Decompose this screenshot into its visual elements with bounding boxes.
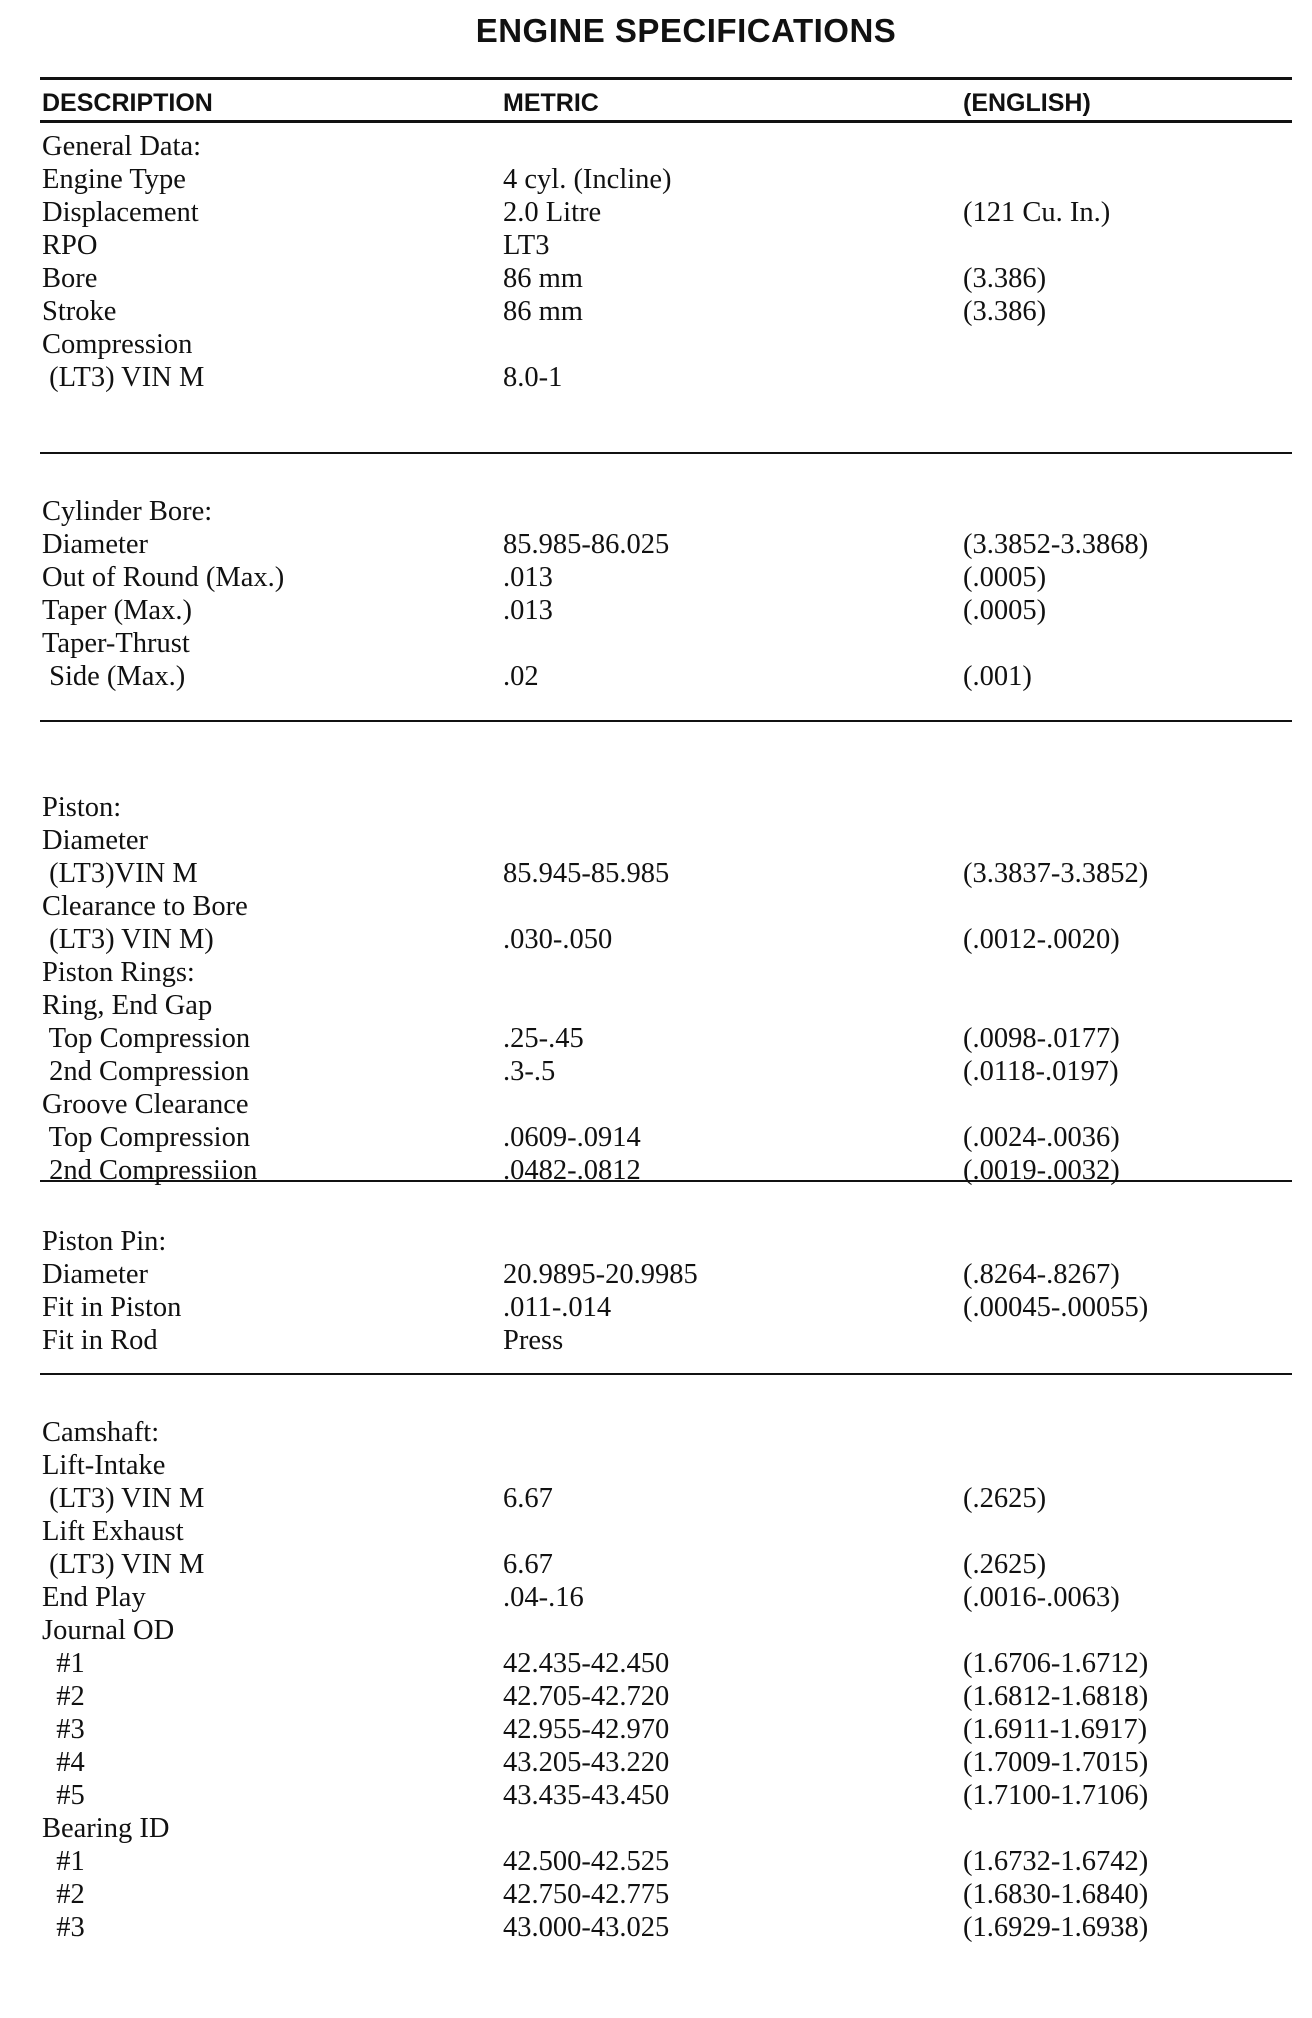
spec-description: Diameter bbox=[42, 825, 149, 856]
table-row bbox=[40, 989, 1292, 1022]
spec-english: (.2625) bbox=[963, 1549, 1047, 1580]
spec-metric: 8.0-1 bbox=[503, 362, 563, 393]
spec-description: #5 bbox=[42, 1780, 85, 1811]
spec-description: Ring, End Gap bbox=[42, 990, 213, 1021]
spec-description: (LT3) VIN M bbox=[42, 362, 205, 393]
header-description: DESCRIPTION bbox=[42, 89, 213, 117]
spec-description: #3 bbox=[42, 1912, 85, 1943]
table-row bbox=[40, 495, 1292, 528]
table-row bbox=[40, 229, 1292, 262]
spec-metric: 42.705-42.720 bbox=[503, 1681, 670, 1712]
spec-description: Diameter bbox=[42, 529, 149, 560]
spec-description: #4 bbox=[42, 1747, 85, 1778]
table-row bbox=[40, 791, 1292, 824]
table-row bbox=[40, 1746, 1292, 1779]
table-row bbox=[40, 1055, 1292, 1088]
table-row bbox=[40, 1022, 1292, 1055]
table-row bbox=[40, 1647, 1292, 1680]
table-row bbox=[40, 1680, 1292, 1713]
table-row bbox=[40, 857, 1292, 890]
spec-metric: 6.67 bbox=[503, 1483, 553, 1514]
table-row bbox=[40, 1779, 1292, 1812]
spec-description: End Play bbox=[42, 1582, 146, 1613]
spec-metric: .25-.45 bbox=[503, 1023, 584, 1054]
spec-english: (1.6732-1.6742) bbox=[963, 1846, 1149, 1877]
spec-english: (1.7100-1.7106) bbox=[963, 1780, 1149, 1811]
table-row bbox=[40, 923, 1292, 956]
spec-description: #1 bbox=[42, 1648, 85, 1679]
spec-metric: LT3 bbox=[503, 230, 550, 261]
table-row bbox=[40, 361, 1292, 394]
header-metric: METRIC bbox=[503, 89, 599, 117]
spec-metric: 20.9895-20.9985 bbox=[503, 1259, 698, 1290]
table-row bbox=[40, 1482, 1292, 1515]
table-row bbox=[40, 1154, 1292, 1187]
section-cylinder-bore bbox=[40, 495, 1292, 722]
spec-description: #3 bbox=[42, 1714, 85, 1745]
spec-english: (1.6812-1.6818) bbox=[963, 1681, 1149, 1712]
spec-metric: 6.67 bbox=[503, 1549, 553, 1580]
spec-description: #2 bbox=[42, 1879, 85, 1910]
spec-english: (.0016-.0063) bbox=[963, 1582, 1120, 1613]
spec-description: (LT3) VIN M bbox=[42, 1549, 205, 1580]
table-row bbox=[40, 956, 1292, 989]
table-row bbox=[40, 1581, 1292, 1614]
table-row bbox=[40, 163, 1292, 196]
spec-description: Displacement bbox=[42, 197, 199, 228]
spec-metric: .030-.050 bbox=[503, 924, 613, 955]
spec-english: (.001) bbox=[963, 661, 1032, 692]
table-row bbox=[40, 1878, 1292, 1911]
spec-description: Journal OD bbox=[42, 1615, 175, 1646]
table-row bbox=[40, 1258, 1292, 1291]
spec-description: Piston Rings: bbox=[42, 957, 195, 988]
spec-metric: 85.985-86.025 bbox=[503, 529, 670, 560]
table-row bbox=[40, 528, 1292, 561]
spec-description: Camshaft: bbox=[42, 1417, 160, 1448]
spec-description: Bore bbox=[42, 263, 98, 294]
spec-metric: 4 cyl. (Incline) bbox=[503, 164, 672, 195]
spec-description: Taper (Max.) bbox=[42, 595, 192, 626]
spec-english: (3.3852-3.3868) bbox=[963, 529, 1149, 560]
table-row bbox=[40, 824, 1292, 857]
spec-description: Fit in Piston bbox=[42, 1292, 182, 1323]
spec-description: Piston: bbox=[42, 792, 122, 823]
table-row bbox=[40, 1449, 1292, 1482]
table-row bbox=[40, 1088, 1292, 1121]
spec-description: Lift Exhaust bbox=[42, 1516, 184, 1547]
spec-english: (3.386) bbox=[963, 263, 1047, 294]
spec-english: (.2625) bbox=[963, 1483, 1047, 1514]
spec-description: Bearing ID bbox=[42, 1813, 170, 1844]
table-row bbox=[40, 1515, 1292, 1548]
spec-description: Clearance to Bore bbox=[42, 891, 248, 922]
section-piston-pin bbox=[40, 1225, 1292, 1375]
spec-metric: .0609-.0914 bbox=[503, 1122, 641, 1153]
spec-metric: .04-.16 bbox=[503, 1582, 584, 1613]
spec-english: (.8264-.8267) bbox=[963, 1259, 1120, 1290]
table-row bbox=[40, 1845, 1292, 1878]
spec-description: Cylinder Bore: bbox=[42, 496, 213, 527]
spec-english: (3.386) bbox=[963, 296, 1047, 327]
table-row bbox=[40, 130, 1292, 163]
spec-english: (.0098-.0177) bbox=[963, 1023, 1120, 1054]
spec-english: (.00045-.00055) bbox=[963, 1292, 1149, 1323]
spec-metric: .3-.5 bbox=[503, 1056, 556, 1087]
spec-description: Diameter bbox=[42, 1259, 149, 1290]
spec-english: (.0118-.0197) bbox=[963, 1056, 1119, 1087]
spec-english: (.0005) bbox=[963, 595, 1047, 626]
spec-metric: 85.945-85.985 bbox=[503, 858, 670, 889]
spec-description: (LT3)VIN M bbox=[42, 858, 198, 889]
section-camshaft bbox=[40, 1416, 1292, 1946]
spec-description: (LT3) VIN M) bbox=[42, 924, 214, 955]
spec-metric: .013 bbox=[503, 595, 553, 626]
spec-description: #2 bbox=[42, 1681, 85, 1712]
spec-metric: .0482-.0812 bbox=[503, 1155, 641, 1186]
spec-english: (1.6911-1.6917) bbox=[963, 1714, 1148, 1745]
spec-english: (1.6929-1.6938) bbox=[963, 1912, 1149, 1943]
spec-english: (.0019-.0032) bbox=[963, 1155, 1120, 1186]
spec-description: Top Compression bbox=[42, 1122, 251, 1153]
spec-english: (.0005) bbox=[963, 562, 1047, 593]
spec-description: Out of Round (Max.) bbox=[42, 562, 285, 593]
spec-description: Fit in Rod bbox=[42, 1325, 158, 1356]
spec-english: (1.7009-1.7015) bbox=[963, 1747, 1149, 1778]
section-piston bbox=[40, 791, 1292, 1186]
spec-english: (3.3837-3.3852) bbox=[963, 858, 1149, 889]
spec-metric: .02 bbox=[503, 661, 539, 692]
spec-metric: 43.205-43.220 bbox=[503, 1747, 670, 1778]
spec-description: Taper-Thrust bbox=[42, 628, 190, 659]
page-title: ENGINE SPECIFICATIONS bbox=[475, 12, 897, 49]
spec-metric: 42.500-42.525 bbox=[503, 1846, 670, 1877]
table-row bbox=[40, 594, 1292, 627]
table-row bbox=[40, 1416, 1292, 1449]
spec-description: General Data: bbox=[42, 131, 202, 162]
spec-metric: 2.0 Litre bbox=[503, 197, 602, 228]
spec-description: RPO bbox=[42, 230, 98, 261]
table-row bbox=[40, 627, 1292, 660]
spec-metric: 86 mm bbox=[503, 296, 583, 327]
section-general-data bbox=[40, 130, 1292, 454]
table-row bbox=[40, 1812, 1292, 1845]
spec-description: 2nd Compressiion bbox=[42, 1155, 258, 1186]
spec-description: Engine Type bbox=[42, 164, 186, 195]
table-row bbox=[40, 1121, 1292, 1154]
spec-description: Piston Pin: bbox=[42, 1226, 167, 1257]
spec-english: (.0024-.0036) bbox=[963, 1122, 1120, 1153]
spec-metric: 43.000-43.025 bbox=[503, 1912, 670, 1943]
spec-description: (LT3) VIN M bbox=[42, 1483, 205, 1514]
spec-english: (1.6830-1.6840) bbox=[963, 1879, 1149, 1910]
table-row bbox=[40, 328, 1292, 361]
table-row bbox=[40, 890, 1292, 923]
table-row bbox=[40, 1225, 1292, 1258]
spec-description: Compression bbox=[42, 329, 193, 360]
spec-metric: .011-.014 bbox=[503, 1292, 612, 1323]
spec-description: #1 bbox=[42, 1846, 85, 1877]
table-row bbox=[40, 1324, 1292, 1357]
spec-description: Lift-Intake bbox=[42, 1450, 166, 1481]
table-row bbox=[40, 196, 1292, 229]
spec-metric: 42.435-42.450 bbox=[503, 1648, 670, 1679]
spec-description: Side (Max.) bbox=[42, 661, 186, 692]
spec-metric: 42.750-42.775 bbox=[503, 1879, 670, 1910]
spec-metric: 42.955-42.970 bbox=[503, 1714, 670, 1745]
spec-english: (1.6706-1.6712) bbox=[963, 1648, 1149, 1679]
table-row bbox=[40, 295, 1292, 328]
spec-english: (.0012-.0020) bbox=[963, 924, 1120, 955]
spec-metric: .013 bbox=[503, 562, 553, 593]
spec-metric: Press bbox=[503, 1325, 564, 1356]
table-row bbox=[40, 262, 1292, 295]
spec-description: Top Compression bbox=[42, 1023, 251, 1054]
table-row bbox=[40, 1911, 1292, 1944]
spec-english: (121 Cu. In.) bbox=[963, 197, 1111, 228]
spec-metric: 86 mm bbox=[503, 263, 583, 294]
table-row bbox=[40, 1548, 1292, 1581]
table-header bbox=[40, 77, 1292, 123]
table-row bbox=[40, 1614, 1292, 1647]
table-row bbox=[40, 660, 1292, 693]
spec-description: Groove Clearance bbox=[42, 1089, 249, 1120]
header-english: (ENGLISH) bbox=[963, 89, 1091, 117]
spec-metric: 43.435-43.450 bbox=[503, 1780, 670, 1811]
table-row bbox=[40, 1291, 1292, 1324]
spec-description: 2nd Compression bbox=[42, 1056, 250, 1087]
table-row bbox=[40, 561, 1292, 594]
spec-description: Stroke bbox=[42, 296, 117, 327]
table-row bbox=[40, 1713, 1292, 1746]
